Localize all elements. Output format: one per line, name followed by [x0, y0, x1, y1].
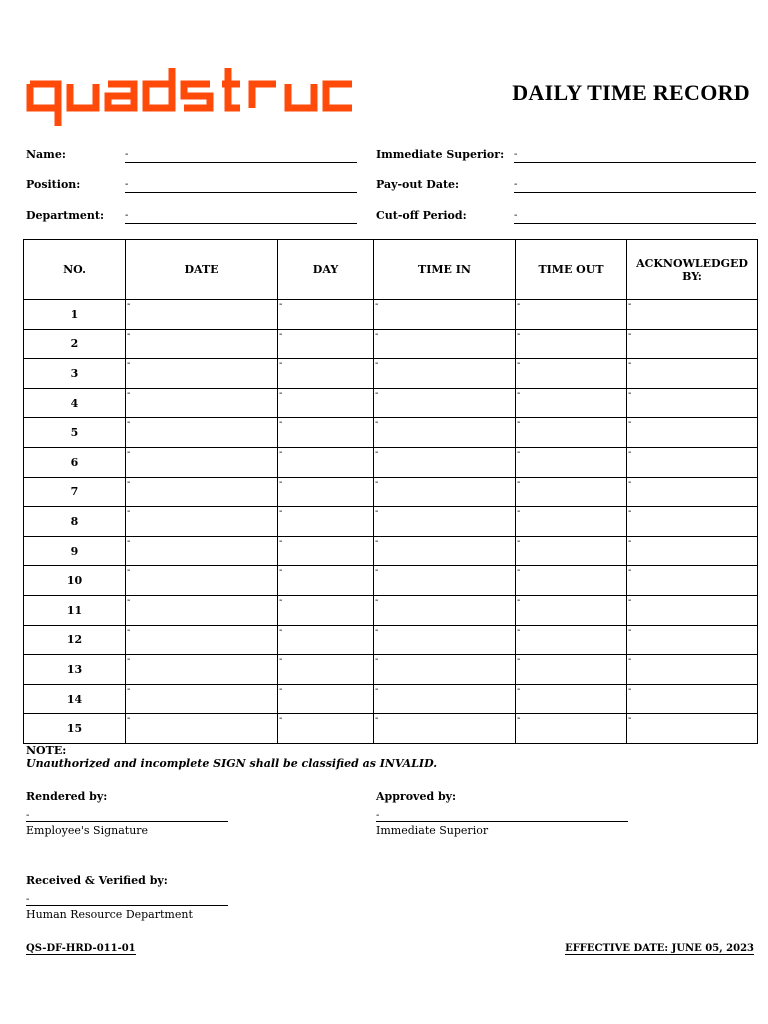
date-cell[interactable] [126, 714, 278, 744]
time-in-cell[interactable] [374, 714, 516, 744]
time-out-cell-value: - [517, 299, 521, 310]
date-cell[interactable] [126, 447, 278, 477]
day-cell-value: - [279, 713, 283, 725]
time-in-cell[interactable] [374, 507, 516, 537]
position-label: Position: [26, 178, 81, 191]
table-row [24, 418, 758, 448]
acknowledged-by-cell[interactable] [627, 566, 758, 596]
acknowledged-by-cell-value: - [628, 446, 632, 458]
date-cell-value: - [127, 594, 131, 606]
acknowledged-by-cell[interactable] [627, 507, 758, 537]
acknowledged-by-cell[interactable] [627, 625, 758, 655]
acknowledged-by-cell[interactable] [627, 300, 758, 330]
row-number: 3 [24, 359, 126, 389]
note-title: NOTE: [26, 744, 67, 757]
acknowledged-by-cell-value: - [628, 654, 632, 666]
time-record-table [23, 239, 758, 744]
time-out-cell[interactable] [516, 329, 627, 359]
time-in-cell-value: - [375, 299, 379, 310]
date-cell-value: - [127, 654, 131, 666]
day-cell[interactable] [278, 418, 374, 448]
day-cell-value: - [279, 565, 283, 577]
time-in-cell-value: - [375, 328, 379, 340]
date-cell[interactable] [126, 418, 278, 448]
day-cell-value: - [279, 299, 283, 310]
cutoff-period-label: Cut-off Period: [376, 209, 467, 222]
time-out-cell[interactable] [516, 536, 627, 566]
department-field[interactable]: - [125, 211, 357, 224]
approved-by-label: Approved by: [376, 790, 457, 803]
acknowledged-by-cell-value: - [628, 535, 632, 547]
time-out-cell-value: - [517, 683, 521, 695]
time-out-cell-value: - [517, 417, 521, 429]
date-cell[interactable] [126, 388, 278, 418]
payout-date-label: Pay-out Date: [376, 178, 460, 191]
time-in-cell-value: - [375, 594, 379, 606]
acknowledged-by-cell[interactable] [627, 595, 758, 625]
time-in-cell-value: - [375, 713, 379, 725]
row-number: 6 [24, 447, 126, 477]
table-row [24, 447, 758, 477]
day-cell[interactable] [278, 684, 374, 714]
acknowledged-by-cell-value: - [628, 683, 632, 695]
acknowledged-by-cell[interactable] [627, 655, 758, 685]
time-out-cell[interactable] [516, 300, 627, 330]
superior-signature-caption: Immediate Superior [376, 824, 489, 837]
time-out-cell[interactable] [516, 447, 627, 477]
time-in-cell[interactable] [374, 684, 516, 714]
document-code: QS-DF-HRD-011-01 [26, 943, 136, 954]
table-row [24, 300, 758, 330]
date-cell-value: - [127, 299, 131, 310]
date-cell-value: - [127, 683, 131, 695]
table-row [24, 566, 758, 596]
acknowledged-by-cell[interactable] [627, 388, 758, 418]
time-in-cell-value: - [375, 654, 379, 666]
day-cell[interactable] [278, 536, 374, 566]
acknowledged-by-cell[interactable] [627, 359, 758, 389]
time-in-cell[interactable] [374, 447, 516, 477]
name-label: Name: [26, 148, 66, 161]
day-cell[interactable] [278, 595, 374, 625]
acknowledged-by-cell[interactable] [627, 684, 758, 714]
note-text: Unauthorized and incomplete SIGN shall be classified as INVALID. [26, 757, 438, 770]
date-cell[interactable] [126, 625, 278, 655]
immediate-superior-label: Immediate Superior: [376, 148, 505, 161]
date-cell[interactable] [126, 507, 278, 537]
time-out-cell-value: - [517, 328, 521, 340]
hr-signature-line[interactable]: - [26, 895, 228, 906]
row-number: 7 [24, 477, 126, 507]
date-cell[interactable] [126, 595, 278, 625]
table-row [24, 477, 758, 507]
time-in-cell[interactable] [374, 477, 516, 507]
time-in-cell[interactable] [374, 595, 516, 625]
acknowledged-by-cell[interactable] [627, 447, 758, 477]
row-number: 1 [24, 300, 126, 330]
time-out-cell-value: - [517, 358, 521, 370]
cutoff-period-field[interactable]: - [514, 211, 756, 224]
header-day: DAY [278, 240, 374, 300]
immediate-superior-field[interactable]: - [514, 150, 756, 163]
day-cell[interactable] [278, 714, 374, 744]
day-cell-value: - [279, 535, 283, 547]
header-time-out: TIME OUT [516, 240, 627, 300]
time-out-cell-value: - [517, 654, 521, 666]
acknowledged-by-cell-value: - [628, 565, 632, 577]
superior-signature-line[interactable]: - [376, 811, 628, 822]
row-number: 14 [24, 684, 126, 714]
date-cell-value: - [127, 565, 131, 577]
received-verified-label: Received & Verified by: [26, 874, 168, 887]
time-out-cell[interactable] [516, 388, 627, 418]
table-row [24, 595, 758, 625]
name-field[interactable]: - [125, 150, 357, 163]
table-row [24, 714, 758, 744]
acknowledged-by-cell[interactable] [627, 477, 758, 507]
row-number: 2 [24, 329, 126, 359]
row-number: 11 [24, 595, 126, 625]
time-out-cell[interactable] [516, 507, 627, 537]
table-row [24, 536, 758, 566]
hr-signature-caption: Human Resource Department [26, 908, 193, 921]
time-out-cell[interactable] [516, 477, 627, 507]
employee-signature-line[interactable]: - [26, 811, 228, 822]
day-cell-value: - [279, 683, 283, 695]
time-in-cell-value: - [375, 417, 379, 429]
time-in-cell-value: - [375, 624, 379, 636]
acknowledged-by-cell[interactable] [627, 418, 758, 448]
time-in-cell-value: - [375, 565, 379, 577]
rendered-by-block [26, 790, 228, 837]
employee-signature-caption: Employee's Signature [26, 824, 149, 837]
day-cell[interactable] [278, 329, 374, 359]
header-no: NO. [24, 240, 126, 300]
acknowledged-by-cell-value: - [628, 624, 632, 636]
rendered-by-label: Rendered by: [26, 790, 108, 803]
time-out-cell-value: - [517, 535, 521, 547]
time-in-cell-value: - [375, 446, 379, 458]
day-cell-value: - [279, 417, 283, 429]
table-row [24, 655, 758, 685]
date-cell-value: - [127, 358, 131, 370]
time-in-cell-value: - [375, 387, 379, 399]
acknowledged-by-cell[interactable] [627, 329, 758, 359]
approved-by-block [376, 790, 628, 837]
time-in-cell[interactable] [374, 625, 516, 655]
time-out-cell[interactable] [516, 595, 627, 625]
date-cell-value: - [127, 506, 131, 518]
time-out-cell[interactable] [516, 655, 627, 685]
date-cell[interactable] [126, 655, 278, 685]
row-number: 8 [24, 507, 126, 537]
row-number: 15 [24, 714, 126, 744]
acknowledged-by-cell-value: - [628, 328, 632, 340]
table-row [24, 388, 758, 418]
company-logo [26, 62, 356, 132]
table-row [24, 625, 758, 655]
day-cell-value: - [279, 594, 283, 606]
time-in-cell[interactable] [374, 566, 516, 596]
time-out-cell[interactable] [516, 714, 627, 744]
time-in-cell-value: - [375, 535, 379, 547]
effective-date: EFFECTIVE DATE: JUNE 05, 2023 [565, 943, 754, 954]
day-cell-value: - [279, 624, 283, 636]
time-in-cell[interactable] [374, 655, 516, 685]
header-time-in: TIME IN [374, 240, 516, 300]
time-out-cell-value: - [517, 713, 521, 725]
acknowledged-by-cell[interactable] [627, 714, 758, 744]
date-cell-value: - [127, 476, 131, 488]
row-number: 12 [24, 625, 126, 655]
day-cell-value: - [279, 654, 283, 666]
time-out-cell-value: - [517, 506, 521, 518]
day-cell-value: - [279, 476, 283, 488]
date-cell-value: - [127, 328, 131, 340]
time-out-cell-value: - [517, 476, 521, 488]
acknowledged-by-cell-value: - [628, 713, 632, 725]
day-cell[interactable] [278, 566, 374, 596]
day-cell-value: - [279, 358, 283, 370]
date-cell[interactable] [126, 477, 278, 507]
day-cell[interactable] [278, 655, 374, 685]
day-cell[interactable] [278, 625, 374, 655]
day-cell[interactable] [278, 359, 374, 389]
day-cell-value: - [279, 387, 283, 399]
day-cell[interactable] [278, 300, 374, 330]
table-row [24, 359, 758, 389]
day-cell-value: - [279, 446, 283, 458]
table-row [24, 684, 758, 714]
department-label: Department: [26, 209, 105, 222]
time-in-cell[interactable] [374, 300, 516, 330]
date-cell[interactable] [126, 684, 278, 714]
position-field[interactable]: - [125, 180, 357, 193]
date-cell-value: - [127, 713, 131, 725]
date-cell[interactable] [126, 359, 278, 389]
received-verified-block [26, 874, 228, 921]
time-in-cell[interactable] [374, 418, 516, 448]
acknowledged-by-cell-value: - [628, 358, 632, 370]
time-in-cell[interactable] [374, 329, 516, 359]
time-in-cell[interactable] [374, 388, 516, 418]
row-number: 10 [24, 566, 126, 596]
row-number: 4 [24, 388, 126, 418]
table-row [24, 507, 758, 537]
header-acknowledged-by: ACKNOWLEDGED BY: [627, 240, 758, 300]
time-out-cell[interactable] [516, 418, 627, 448]
time-in-cell-value: - [375, 506, 379, 518]
acknowledged-by-cell[interactable] [627, 536, 758, 566]
day-cell[interactable] [278, 477, 374, 507]
date-cell-value: - [127, 535, 131, 547]
time-out-cell[interactable] [516, 566, 627, 596]
time-in-cell[interactable] [374, 536, 516, 566]
page-title: DAILY TIME RECORD [512, 80, 750, 105]
date-cell-value: - [127, 417, 131, 429]
time-in-cell-value: - [375, 683, 379, 695]
date-cell[interactable] [126, 300, 278, 330]
date-cell[interactable] [126, 329, 278, 359]
time-out-cell[interactable] [516, 684, 627, 714]
time-out-cell[interactable] [516, 625, 627, 655]
time-out-cell-value: - [517, 624, 521, 636]
acknowledged-by-cell-value: - [628, 299, 632, 310]
note-block [26, 744, 437, 770]
day-cell-value: - [279, 328, 283, 340]
acknowledged-by-cell-value: - [628, 594, 632, 606]
row-number: 9 [24, 536, 126, 566]
time-out-cell-value: - [517, 446, 521, 458]
time-out-cell[interactable] [516, 359, 627, 389]
payout-date-field[interactable]: - [514, 180, 756, 193]
header-date: DATE [126, 240, 278, 300]
date-cell-value: - [127, 446, 131, 458]
time-out-cell-value: - [517, 565, 521, 577]
day-cell-value: - [279, 506, 283, 518]
date-cell-value: - [127, 387, 131, 399]
time-out-cell-value: - [517, 387, 521, 399]
day-cell[interactable] [278, 388, 374, 418]
date-cell[interactable] [126, 566, 278, 596]
time-in-cell[interactable] [374, 359, 516, 389]
time-in-cell-value: - [375, 358, 379, 370]
time-in-cell-value: - [375, 476, 379, 488]
date-cell[interactable] [126, 536, 278, 566]
acknowledged-by-cell-value: - [628, 417, 632, 429]
table-header-row [24, 240, 758, 300]
row-number: 13 [24, 655, 126, 685]
acknowledged-by-cell-value: - [628, 387, 632, 399]
time-out-cell-value: - [517, 594, 521, 606]
row-number: 5 [24, 418, 126, 448]
acknowledged-by-cell-value: - [628, 476, 632, 488]
day-cell[interactable] [278, 447, 374, 477]
table-row [24, 329, 758, 359]
day-cell[interactable] [278, 507, 374, 537]
date-cell-value: - [127, 624, 131, 636]
acknowledged-by-cell-value: - [628, 506, 632, 518]
